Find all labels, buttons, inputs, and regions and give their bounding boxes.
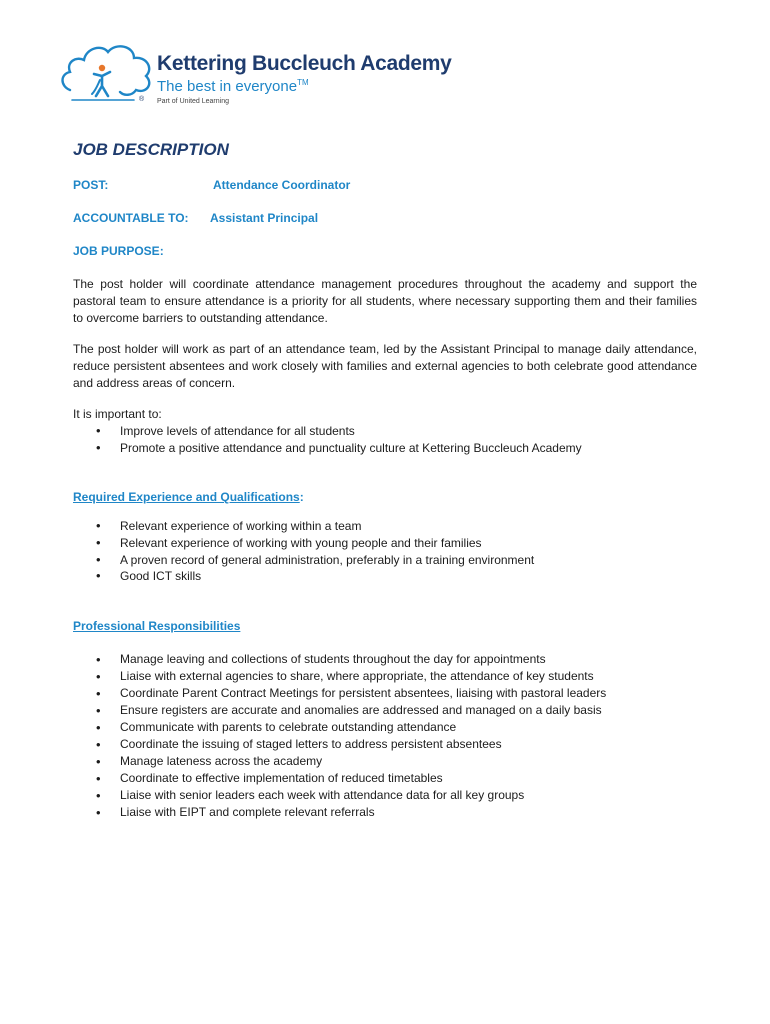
trademark-mark: TM xyxy=(297,78,309,87)
list-item: • Promote a positive attendance and punctuality culture at Kettering Buccleuch Academy xyxy=(96,440,582,457)
job-purpose-label: JOB PURPOSE: xyxy=(73,244,164,258)
list-item: • Relevant experience of working within a team xyxy=(96,518,534,535)
tagline-text: The best in everyone xyxy=(157,78,298,95)
list-item: • Ensure registers are accurate and anomalies are addressed and managed on a daily basis xyxy=(96,702,606,719)
experience-heading-text: Required Experience and Qualifications xyxy=(73,490,300,504)
responsibilities-heading: Professional Responsibilities xyxy=(73,619,241,633)
list-item: • Manage leaving and collections of students throughout the day for appointments xyxy=(96,651,606,668)
list-item: • Communicate with parents to celebrate outstanding attendance xyxy=(96,719,606,736)
accountable-label: ACCOUNTABLE TO: xyxy=(73,211,189,225)
academy-tagline xyxy=(157,78,309,95)
experience-heading xyxy=(73,490,304,504)
list-item: • Good ICT skills xyxy=(96,568,534,585)
list-item: • Improve levels of attendance for all students xyxy=(96,423,582,440)
list-item: • Coordinate to effective implementation of reduced timetables xyxy=(96,770,606,787)
registered-mark: ® xyxy=(139,96,145,103)
list-item: • A proven record of general administration, preferably in a training environment xyxy=(96,552,534,569)
list-item: • Liaise with senior leaders each week with attendance data for all key groups xyxy=(96,787,606,804)
list-item: • Manage lateness across the academy xyxy=(96,753,606,770)
list-item: • Relevant experience of working with young people and their families xyxy=(96,535,534,552)
academy-name: Kettering Buccleuch Academy xyxy=(157,52,452,75)
purpose-paragraph-1: The post holder will coordinate attendance management procedures throughout the academy and support the pastoral team to ensure attendance is a priority for all students, where necessary supporting them and their families to overcome barriers to outstanding attendance. xyxy=(73,277,697,325)
post-label: POST: xyxy=(73,178,109,192)
important-intro: It is important to: xyxy=(73,407,162,421)
purpose-paragraph-2: The post holder will work as part of an attendance team, led by the Assistant Principal to manage daily attendance, reduce persistent absentees and work closely with families and external agencies to both celebrate good attendance and address areas of concern. xyxy=(73,342,697,390)
accountable-value: Assistant Principal xyxy=(210,211,319,225)
list-item: • Coordinate Parent Contract Meetings for persistent absentees, liaising with pastoral leaders xyxy=(96,685,606,702)
academy-logo xyxy=(58,38,452,112)
academy-subline: Part of United Learning xyxy=(157,98,229,105)
experience-list xyxy=(96,518,534,585)
important-list xyxy=(96,423,582,457)
list-item: • Liaise with EIPT and complete relevant referrals xyxy=(96,804,606,821)
page-title: JOB DESCRIPTION xyxy=(73,140,229,159)
responsibilities-list xyxy=(96,651,606,821)
post-value: Attendance Coordinator xyxy=(213,178,351,192)
list-item: • Coordinate the issuing of staged letters to address persistent absentees xyxy=(96,736,606,753)
experience-heading-colon: : xyxy=(299,490,304,504)
list-item: • Liaise with external agencies to share, where appropriate, the attendance of key students xyxy=(96,668,606,685)
